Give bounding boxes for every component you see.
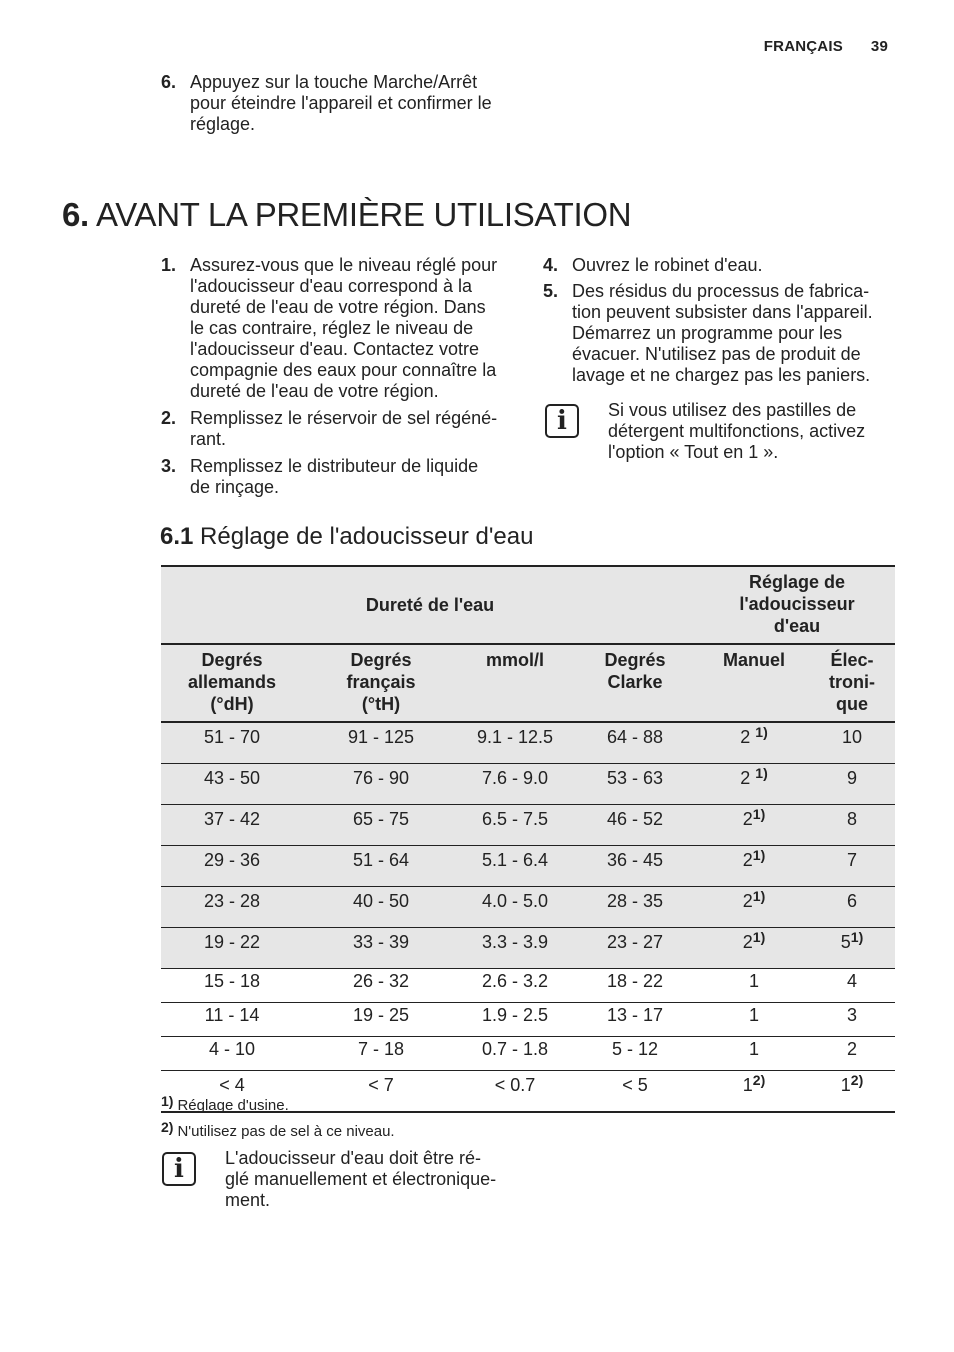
cell-clarke: [571, 1037, 699, 1071]
step-5: [543, 281, 903, 391]
footnote-ref: 1): [755, 724, 768, 740]
subsection-number: 6.1: [160, 523, 194, 550]
table-row: [161, 846, 895, 887]
cell-electronic: [809, 764, 895, 805]
cell-value: 4.0 - 5.0: [481, 891, 549, 911]
cell-value: 23 - 27: [606, 932, 664, 952]
group-header-hardness: Dureté de l'eau: [161, 566, 699, 644]
cell-manual: [699, 928, 809, 969]
cell-clarke: [571, 846, 699, 887]
header-line: l'adoucisseur: [739, 594, 855, 614]
step-line: l'adoucisseur d'eau correspond à la: [190, 276, 473, 296]
step-line: Remplissez le réservoir de sel régéné-: [190, 408, 498, 428]
table-row: [161, 1003, 895, 1037]
cell-th: [303, 1003, 459, 1037]
step-line: rant.: [190, 429, 227, 449]
cell-value: 33 - 39: [352, 932, 410, 952]
cell-dh: [161, 1037, 303, 1071]
header-line: Degrés: [350, 650, 412, 670]
note-line: L'adoucisseur d'eau doit être ré-: [225, 1148, 482, 1168]
cell-value: 2: [742, 891, 753, 911]
cell-value: 1: [840, 1075, 851, 1095]
cell-electronic: [809, 1037, 895, 1071]
subsection-title: Réglage de l'adoucisseur d'eau: [200, 523, 534, 550]
cell-value: < 7: [368, 1075, 394, 1095]
cell-electronic: [809, 1071, 895, 1113]
step-line: pour éteindre l'appareil et confirmer le: [190, 93, 492, 113]
footnote-ref: 1): [752, 847, 766, 863]
cell-value: 2: [742, 932, 753, 952]
cell-value: 2: [742, 850, 753, 870]
footnote-ref: 2): [752, 1072, 766, 1088]
step-line: de rinçage.: [190, 477, 280, 497]
cell-value: 1.9 - 2.5: [481, 1005, 549, 1025]
cell-dh: [161, 928, 303, 969]
cell-value: 11 - 14: [204, 1005, 260, 1025]
table-row: [161, 969, 895, 1003]
footnote-ref: 1): [752, 888, 766, 904]
cell-value: 1: [749, 971, 760, 991]
header-line: Clarke: [607, 672, 663, 692]
column-header-manual: [699, 644, 809, 722]
cell-clarke: [571, 722, 699, 764]
column-header-dh: [161, 644, 303, 722]
cell-th: [303, 764, 459, 805]
cell-manual: [699, 1037, 809, 1071]
step-text: [190, 408, 497, 450]
cell-value: 29 - 36: [203, 850, 261, 870]
section-number: 6.: [62, 196, 89, 233]
cell-value: 1: [749, 1005, 760, 1025]
cell-value: 10: [842, 727, 863, 747]
note-line: l'option « Tout en 1 ».: [608, 442, 779, 462]
step-line: Appuyez sur la touche Marche/Arrêt: [190, 72, 478, 92]
table-row: [161, 764, 895, 805]
step-line: Des résidus du processus de fabrica-: [572, 281, 870, 301]
note-line: détergent multifonctions, activez: [608, 421, 866, 441]
header-line: (°tH): [361, 694, 401, 714]
cell-value: 2: [740, 768, 756, 788]
step-number: 6.: [161, 72, 177, 92]
step-line: réglage.: [190, 114, 256, 134]
cell-dh: [161, 805, 303, 846]
cell-dh: [161, 1003, 303, 1037]
cell-mmol: [459, 1037, 571, 1071]
cell-value: 36 - 45: [606, 850, 664, 870]
step-4: [543, 255, 903, 277]
cell-value: 13 - 17: [606, 1005, 664, 1025]
step-3: [161, 456, 521, 500]
cell-th: [303, 805, 459, 846]
footnote-mark: 2): [161, 1119, 174, 1135]
cell-th: [303, 887, 459, 928]
cell-value: < 0.7: [494, 1075, 536, 1095]
step-text: [190, 72, 492, 135]
cell-value: < 4: [219, 1075, 245, 1095]
cell-clarke: [571, 928, 699, 969]
cell-electronic: [809, 969, 895, 1003]
page-number: 39: [870, 38, 888, 55]
cell-value: 4: [847, 971, 858, 991]
info-note-text: [608, 400, 908, 463]
table-row: [161, 805, 895, 846]
cell-th: [303, 1071, 459, 1113]
cell-value: 9: [847, 768, 858, 788]
cell-value: 5: [840, 932, 851, 952]
cell-value: 7 - 18: [357, 1039, 405, 1059]
cell-electronic: [809, 846, 895, 887]
header-line: allemands: [187, 672, 277, 692]
cell-value: 28 - 35: [606, 891, 664, 911]
cell-value: 6: [847, 891, 858, 911]
cell-electronic: [809, 887, 895, 928]
table-row: [161, 1037, 895, 1071]
cell-th: [303, 722, 459, 764]
cell-th: [303, 969, 459, 1003]
cell-mmol: [459, 805, 571, 846]
step-number: 3.: [161, 456, 177, 476]
section-heading: [62, 196, 631, 234]
cell-dh: [161, 887, 303, 928]
cell-value: 9.1 - 12.5: [476, 727, 554, 747]
cell-value: 5.1 - 6.4: [481, 850, 549, 870]
cell-manual: [699, 887, 809, 928]
step-line: l'adoucisseur d'eau. Contactez votre: [190, 339, 480, 359]
table-group-header-row: [161, 566, 895, 644]
cell-electronic: [809, 1003, 895, 1037]
step-number: 1.: [161, 255, 177, 275]
step-text: [572, 255, 763, 276]
cell-clarke: [571, 764, 699, 805]
footnote-ref: 1): [755, 765, 768, 781]
cell-value: 3.3 - 3.9: [481, 932, 549, 952]
cell-value: 40 - 50: [352, 891, 410, 911]
cell-value: 6.5 - 7.5: [481, 809, 549, 829]
cell-value: 3: [847, 1005, 858, 1025]
cell-value: 19 - 25: [352, 1005, 410, 1025]
cell-value: 2: [847, 1039, 858, 1059]
cell-value: 23 - 28: [203, 891, 261, 911]
header-line: troni-: [829, 672, 876, 692]
cell-clarke: [571, 969, 699, 1003]
cell-th: [303, 846, 459, 887]
cell-value: 15 - 18: [203, 971, 261, 991]
cell-manual: [699, 1003, 809, 1037]
cell-manual: [699, 722, 809, 764]
step-text: [190, 456, 478, 498]
cell-value: 0.7 - 1.8: [481, 1039, 549, 1059]
header-line: (°dH): [210, 694, 254, 714]
cell-mmol: [459, 1003, 571, 1037]
table-row: [161, 887, 895, 928]
header-line: Degrés: [604, 650, 666, 670]
cell-value: 37 - 42: [203, 809, 261, 829]
table-row: [161, 722, 895, 764]
cell-value: 4 - 10: [208, 1039, 256, 1059]
cell-value: 53 - 63: [606, 768, 664, 788]
note-line: ment.: [225, 1190, 271, 1210]
step-text: [572, 281, 873, 386]
cell-mmol: [459, 887, 571, 928]
cell-value: 5 - 12: [611, 1039, 659, 1059]
step-line: Assurez-vous que le niveau réglé pour: [190, 255, 498, 275]
cell-clarke: [571, 805, 699, 846]
cell-manual: [699, 764, 809, 805]
step-line: compagnie des eaux pour connaître la: [190, 360, 497, 380]
cell-value: 7: [847, 850, 858, 870]
step-1: [161, 255, 521, 405]
cell-value: 1: [749, 1039, 760, 1059]
step-2: [161, 408, 521, 452]
cell-manual: [699, 846, 809, 887]
cell-value: 51 - 64: [352, 850, 410, 870]
cell-mmol: [459, 722, 571, 764]
header-line: mmol/l: [485, 650, 544, 670]
footnote-text: N'utilisez pas de sel à ce niveau.: [177, 1123, 395, 1140]
step-line: tion peuvent subsister dans l'appareil.: [572, 302, 873, 322]
water-hardness-table: [161, 565, 895, 1113]
step-text: [190, 255, 497, 402]
cell-value: < 5: [622, 1075, 648, 1095]
cell-mmol: [459, 1071, 571, 1113]
table-row: [161, 928, 895, 969]
cell-value: 19 - 22: [203, 932, 261, 952]
note-line: glé manuellement et électronique-: [225, 1169, 497, 1189]
cell-electronic: [809, 805, 895, 846]
cell-electronic: [809, 928, 895, 969]
section-title: AVANT LA PREMIÈRE UTILISATION: [95, 196, 632, 233]
step-line: le cas contraire, réglez le niveau de: [190, 318, 474, 338]
cell-value: 2.6 - 3.2: [481, 971, 549, 991]
table-column-header-row: [161, 644, 895, 722]
note-line: Si vous utilisez des pastilles de: [608, 400, 857, 420]
header-line: que: [836, 694, 869, 714]
footnote-ref: 1): [752, 806, 766, 822]
cell-clarke: [571, 1071, 699, 1113]
language-label: FRANÇAIS: [763, 38, 843, 55]
step-number: 4.: [543, 255, 559, 275]
cell-value: 2: [740, 727, 756, 747]
cell-dh: [161, 764, 303, 805]
cell-manual: [699, 1071, 809, 1113]
header-line: Manuel: [723, 650, 786, 670]
cell-value: 7.6 - 9.0: [481, 768, 549, 788]
cell-manual: [699, 969, 809, 1003]
footnote-ref: 2): [850, 1072, 864, 1088]
step-line: Démarrez un programme pour les: [572, 323, 843, 343]
cell-dh: [161, 969, 303, 1003]
cell-value: 26 - 32: [352, 971, 410, 991]
step-number: 2.: [161, 408, 177, 428]
cell-manual: [699, 805, 809, 846]
cell-mmol: [459, 969, 571, 1003]
step-line: lavage et ne chargez pas les paniers.: [572, 365, 871, 385]
header-line: Degrés: [201, 650, 263, 670]
header-line: Élec-: [830, 650, 874, 670]
page-header: [736, 38, 888, 55]
step-line: dureté de l'eau de votre région.: [190, 381, 439, 401]
footnote-1: [161, 1092, 289, 1115]
cell-value: 46 - 52: [606, 809, 664, 829]
cell-value: 43 - 50: [203, 768, 261, 788]
cell-value: 64 - 88: [606, 727, 664, 747]
intro-step: [161, 72, 521, 138]
cell-value: 76 - 90: [352, 768, 410, 788]
cell-value: 65 - 75: [352, 809, 410, 829]
cell-value: 2: [742, 809, 753, 829]
footnote-ref: 1): [752, 929, 766, 945]
step-line: dureté de l'eau de votre région. Dans: [190, 297, 486, 317]
cell-dh: [161, 846, 303, 887]
subsection-heading: [160, 523, 533, 551]
header-line: d'eau: [773, 616, 821, 636]
step-line: Remplissez le distributeur de liquide: [190, 456, 479, 476]
column-header-clarke: [571, 644, 699, 722]
cell-dh: [161, 722, 303, 764]
cell-mmol: [459, 764, 571, 805]
cell-value: 91 - 125: [347, 727, 415, 747]
column-header-mmol: [459, 644, 571, 722]
footnote-mark: 1): [161, 1093, 174, 1109]
header-line: français: [346, 672, 416, 692]
cell-th: [303, 928, 459, 969]
step-line: Ouvrez le robinet d'eau.: [572, 255, 763, 275]
cell-value: 51 - 70: [203, 727, 261, 747]
column-header-th: [303, 644, 459, 722]
cell-clarke: [571, 887, 699, 928]
group-header-setting: [699, 566, 895, 644]
cell-electronic: [809, 722, 895, 764]
footnote-ref: 1): [850, 929, 864, 945]
step-number: 5.: [543, 281, 559, 301]
info-icon: i: [545, 404, 579, 438]
cell-mmol: [459, 928, 571, 969]
cell-value: 8: [847, 809, 858, 829]
info-icon: i: [162, 1152, 196, 1186]
cell-value: 1: [742, 1075, 753, 1095]
column-header-electronic: [809, 644, 895, 722]
footnote-2: [161, 1118, 395, 1141]
cell-th: [303, 1037, 459, 1071]
cell-value: 18 - 22: [606, 971, 664, 991]
cell-mmol: [459, 846, 571, 887]
step-line: évacuer. N'utilisez pas de produit de: [572, 344, 861, 364]
header-line: Réglage de: [749, 572, 846, 592]
info-note-text: [225, 1148, 525, 1211]
cell-clarke: [571, 1003, 699, 1037]
footnote-text: Réglage d'usine.: [177, 1097, 289, 1114]
